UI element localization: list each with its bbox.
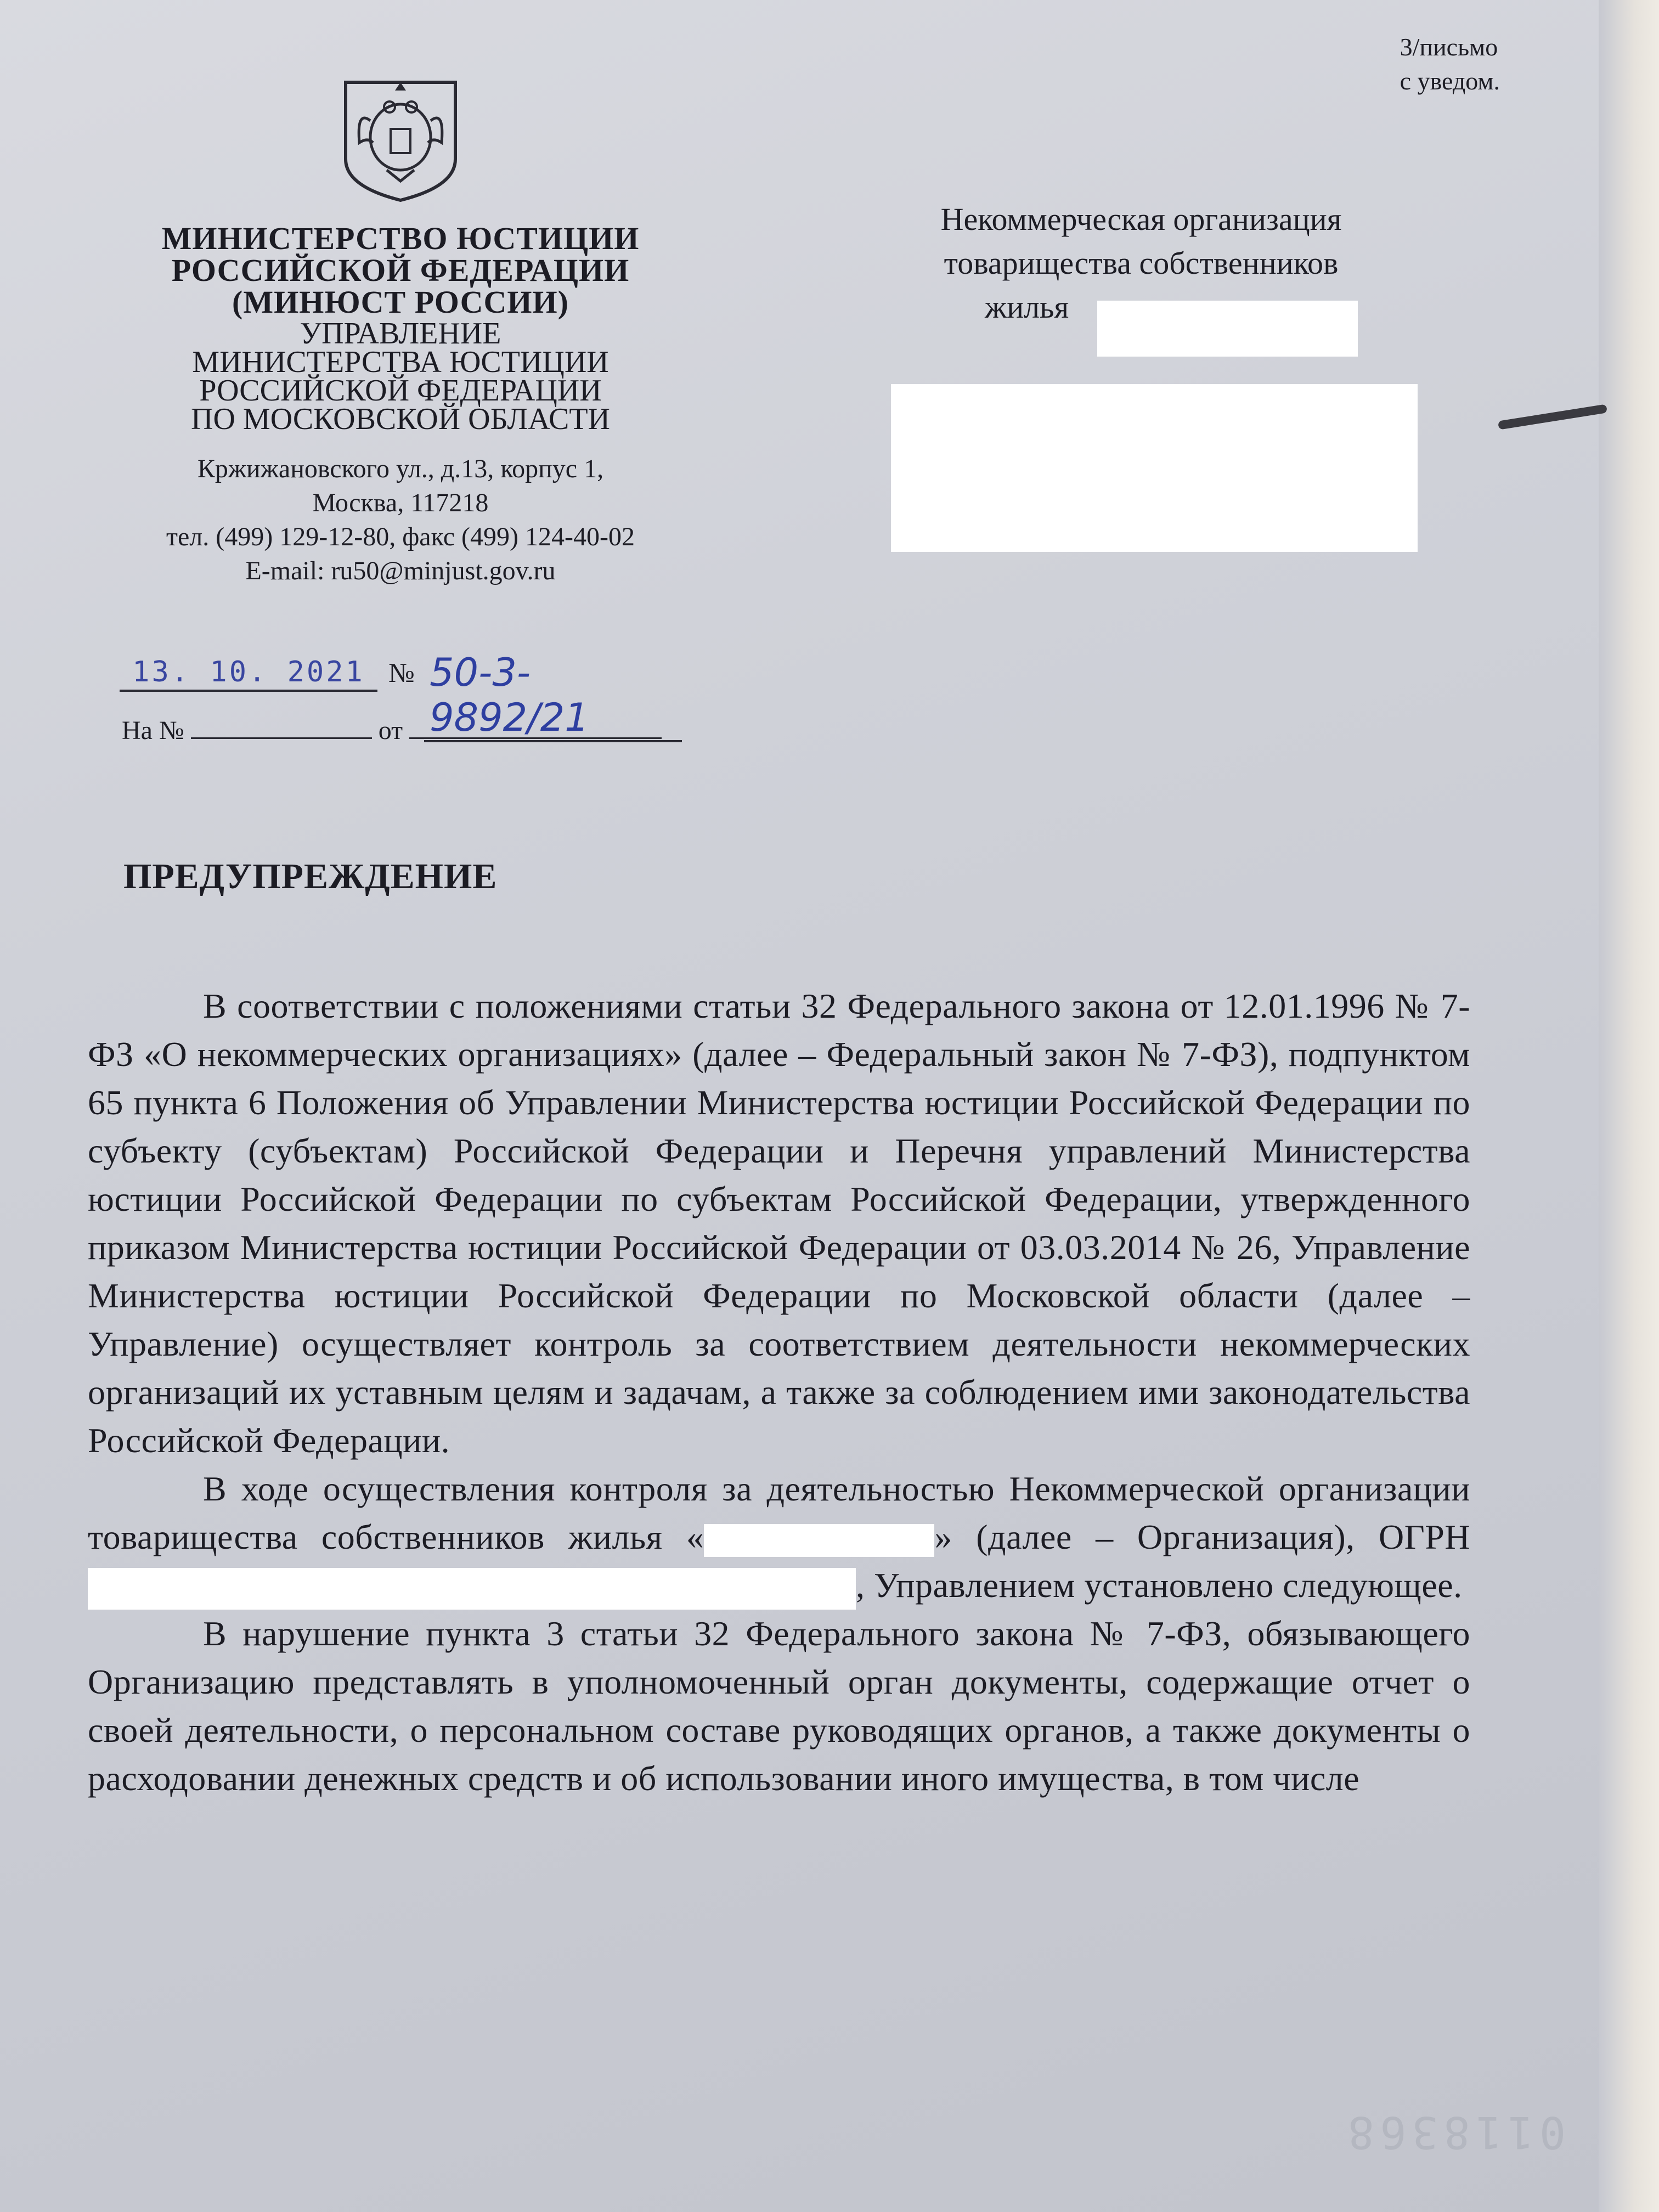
annotation-line-1: 3/письмо — [1400, 33, 1498, 61]
reference-line — [122, 713, 681, 746]
sender-contacts — [110, 452, 691, 588]
redacted-organization-name — [1097, 301, 1358, 357]
annotation-line-2: с уведом. — [1400, 67, 1500, 95]
redacted-addressee-address — [891, 384, 1418, 552]
registration-number-label: № — [388, 657, 415, 688]
staple-mark — [1498, 404, 1607, 430]
paragraph-2-part-1: В ходе осуществления контроля за деятельностью Некоммерческой организации товарищества собственников жилья « — [88, 1469, 1470, 1556]
ministry-line-1: МИНИСТЕРСТВО ЮСТИЦИИ — [161, 221, 640, 256]
address-line-1: Кржижановского ул., д.13, корпус 1, — [197, 454, 604, 483]
redacted-ogrn — [88, 1568, 856, 1610]
reference-number-label: На № — [122, 716, 184, 745]
email-line: E-mail: ru50@minjust.gov.ru — [245, 556, 556, 585]
paragraph-2 — [88, 1465, 1470, 1610]
registration-number: 50-3-9892/21 — [424, 650, 682, 742]
ministry-line-2: РОССИЙСКОЙ ФЕДЕРАЦИИ — [171, 252, 630, 288]
sender-block — [110, 77, 691, 588]
paragraph-2-part-2: » (далее – Организация), ОГРН — [934, 1517, 1471, 1556]
reference-date-blank — [409, 713, 662, 739]
handwritten-annotation — [1400, 30, 1500, 98]
reference-from-label: от — [378, 716, 403, 745]
document-body — [88, 982, 1470, 1803]
ministry-name — [110, 223, 691, 318]
department-name — [110, 317, 691, 436]
department-line-3: РОССИЙСКОЙ ФЕДЕРАЦИИ — [199, 374, 602, 408]
paragraph-2-part-3: , Управлением установлено следующее. — [856, 1566, 1463, 1605]
department-line-1: УПРАВЛЕНИЕ — [300, 317, 501, 351]
serial-number: 0118368 — [1342, 2107, 1566, 2158]
paragraph-3: В нарушение пункта 3 статьи 32 Федерального закона № 7-ФЗ, обязывающего Организацию представлять в уполномоченный орган документы, содержащие отчет о своей деятельности, о персональном составе руководящих органов, а также документы о расходовании денежных средств и об использовании иного имущества, в том числе — [88, 1614, 1470, 1798]
ministry-line-3: (МИНЮСТ РОССИИ) — [232, 284, 569, 320]
reference-number-blank — [191, 713, 372, 739]
background-edge — [1599, 0, 1659, 2212]
addressee-line-3: жилья — [985, 289, 1069, 325]
addressee-line-1: Некоммерческая организация — [940, 201, 1342, 237]
department-line-2: МИНИСТЕРСТВА ЮСТИЦИИ — [192, 345, 609, 379]
redacted-organization-title — [704, 1524, 934, 1557]
phone-line: тел. (499) 129-12-80, факс (499) 124-40-02 — [166, 522, 635, 551]
coat-of-arms-icon — [335, 77, 466, 203]
paragraph-1: В соответствии с положениями статьи 32 Федерального закона от 12.01.1996 № 7-ФЗ «О некоммерческих организациях» (далее – Федеральный закон № 7-ФЗ), подпунктом 65 пункта 6 Положения об Управлении Министерства юстиции Российской Федерации по субъекту (субъектам) Российской Федерации и Перечня управлений Министерства юстиции Российской Федерации по субъектам Российской Федерации, утвержденного приказом Министерства юстиции Российской Федерации от 03.03.2014 № 26, Управление Министерства юстиции Российской Федерации по Московской области (далее – Управление) осуществляет контроль за соответствием деятельности некоммерческих организаций их уставным целям и задачам, а также за соблюдением ими законодательства Российской Федерации. — [88, 986, 1470, 1460]
addressee-line-2: товарищества собственников — [944, 245, 1339, 281]
address-line-2: Москва, 117218 — [312, 488, 489, 517]
registration-date-stamp: 13. 10. 2021 — [120, 656, 377, 692]
department-line-4: ПО МОСКОВСКОЙ ОБЛАСТИ — [191, 402, 610, 436]
document-heading: ПРЕДУПРЕЖДЕНИЕ — [123, 856, 498, 896]
